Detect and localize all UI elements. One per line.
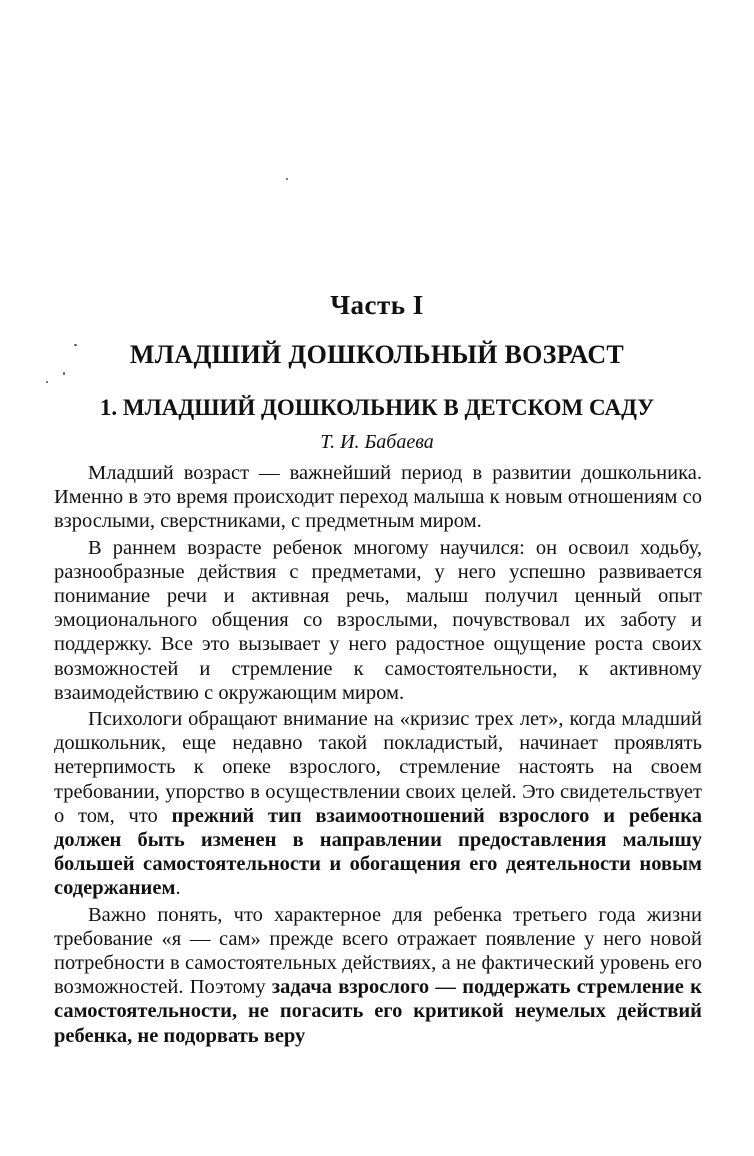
paragraph-4-emphasis: задача взрослого — поддержать стремление к самостоятельности, не погасить его критикой неумелых действий ребенка, не подорвать веру — [54, 976, 702, 1047]
paragraph-4-text: Важно понять, что характерное для ребенка третьего года жизни требование «я — сам» прежде всего отражает появление у него новой потребности в самостоятельных действиях, а не фактический уровень его возможностей. Поэтому — [54, 903, 702, 999]
paragraph-3 — [54, 707, 702, 901]
chapter-title: 1. МЛАДШИЙ ДОШКОЛЬНИК В ДЕТСКОМ САДУ — [99, 395, 655, 420]
paragraph-1: Младший возраст — важнейший период в развитии дошкольника. Именно в это время происходит переход малыша к новым отношениям со взрослыми, сверстниками, с предметным миром. — [54, 462, 702, 533]
scan-speck — [46, 381, 48, 383]
body-text — [54, 461, 702, 1050]
section-title: МЛАДШИЙ ДОШКОЛЬНЫЙ ВОЗРАСТ — [129, 340, 625, 369]
paragraph-2: В раннем возрасте ребенок многому научился: он освоил ходьбу, разнообразные действия с предметами, у него успешно развивается понимание речи и активная речь, малыш получил ценный опыт эмоционального общения со взрослыми, почувствовал их заботу и поддержку. Все это вызывает у него радостное ощущение роста своих возможностей и стремление к самостоятельности, к активному взаимодействию с окружающим миром. — [54, 536, 702, 704]
author-name: Т. И. Бабаева — [320, 431, 434, 453]
paragraph-4 — [54, 903, 702, 1048]
paragraph-3-text: Психологи обращают внимание на «кризис трех лет», когда младший дошкольник, еще недавно такой покладистый, начинает проявлять нетерпимость к опеке взрослого, стремление настоять на своем требовании, упорство в осуществлении своих целей. Это свидетельствует о том, что — [54, 708, 702, 827]
scan-speck — [286, 178, 288, 180]
scan-speck — [63, 372, 65, 375]
paragraph-3-emphasis: прежний тип взаимоотношений взрослого и ребенка должен быть изменен в направлении предоставления малышу большей самостоятельности и обогащения его деятельности новым содержанием — [54, 804, 702, 900]
paragraph-3-end: . — [175, 877, 181, 900]
part-title: Часть I — [330, 290, 424, 320]
